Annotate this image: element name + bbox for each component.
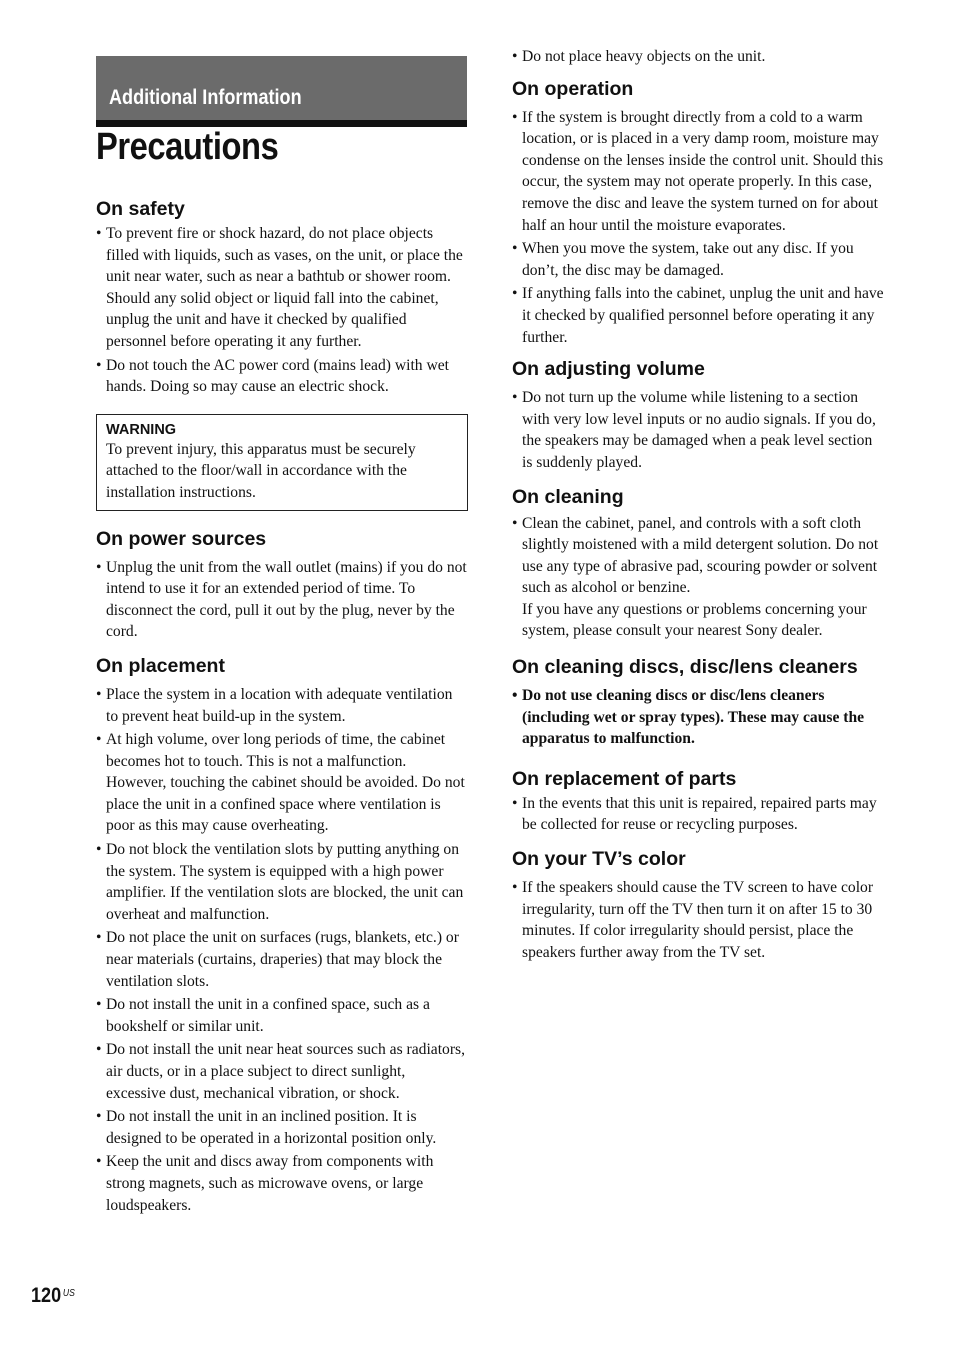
heading-on-adjusting-volume: On adjusting volume	[512, 358, 705, 381]
list-item: • To prevent fire or shock hazard, do not place objects filled with liquids, such as vases, on the unit, or place the unit near water, such as near a bathtub or shower room. Should any solid object or liquid fall into the cabinet, unplug the unit and have it checked by qualified personnel before operating it any further.	[96, 223, 468, 353]
warning-title: WARNING	[106, 421, 177, 438]
list-on-replacement-of-parts	[512, 793, 884, 836]
heading-on-operation: On operation	[512, 77, 634, 100]
list-on-cleaning	[512, 513, 884, 599]
page-number-suffix: US	[62, 1288, 75, 1299]
heading-on-replacement-of-parts: On replacement of parts	[512, 767, 737, 790]
page-number	[31, 1284, 75, 1308]
list-continued	[512, 46, 884, 68]
list-item: • Do not use cleaning discs or disc/lens cleaners (including wet or spray types). These may cause the apparatus to malfunction.	[512, 685, 884, 750]
list-on-adjusting-volume	[512, 387, 884, 473]
list-item: • At high volume, over long periods of time, the cabinet becomes hot to touch. This is not a malfunction. However, touching the cabinet should be avoided. Do not place the unit in a confined space where ventilation is poor as this may cause overheating.	[96, 729, 468, 837]
list-item: • Do not install the unit in an inclined position. It is designed to be operated in a horizontal position only.	[96, 1106, 468, 1149]
list-item: • If the speakers should cause the TV screen to have color irregularity, turn off the TV then turn it on after 15 to 30 minutes. If color irregularity should persist, place the speakers further away from the TV set.	[512, 877, 884, 963]
list-on-operation	[512, 107, 884, 349]
list-item: • If anything falls into the cabinet, unplug the unit and have it checked by qualified personnel before operating it any further.	[512, 283, 884, 348]
list-item: • Do not turn up the volume while listening to a section with very low level inputs or no audio signals. If you do, the speakers may be damaged when a peak level section is suddenly played.	[512, 387, 884, 473]
left-column	[96, 196, 468, 1216]
list-item: • Do not install the unit near heat sources such as radiators, air ducts, or in a place subject to direct sunlight, excessive dust, mechanical vibration, or shock.	[96, 1039, 468, 1104]
list-item: • Do not touch the AC power cord (mains lead) with wet hands. Doing so may cause an electric shock.	[96, 355, 468, 398]
list-item: • Place the system in a location with adequate ventilation to prevent heat build-up in the system.	[96, 684, 468, 727]
list-on-placement	[96, 684, 468, 1216]
list-on-cleaning-discs	[512, 685, 884, 750]
list-item: • When you move the system, take out any disc. If you don’t, the disc may be damaged.	[512, 238, 884, 281]
list-item: • Clean the cabinet, panel, and controls with a soft cloth slightly moistened with a mild detergent solution. Do not use any type of abrasive pad, scouring powder or solvent such as alcohol or benzine.	[512, 513, 884, 599]
list-item: • Keep the unit and discs away from components with strong magnets, such as microwave ovens, or large loudspeakers.	[96, 1151, 468, 1216]
section-label: Additional Information	[109, 86, 302, 109]
list-item: • Do not install the unit in a confined space, such as a bookshelf or similar unit.	[96, 994, 468, 1037]
list-on-power-sources	[96, 557, 468, 643]
heading-on-safety: On safety	[96, 198, 185, 220]
heading-on-cleaning-discs: On cleaning discs, disc/lens cleaners	[512, 656, 858, 679]
cleaning-note: If you have any questions or problems concerning your system, please consult your nearest Sony dealer.	[522, 600, 867, 640]
list-item: • Unplug the unit from the wall outlet (mains) if you do not intend to use it for an extended period of time. To disconnect the cord, pull it out by the plug, never by the cord.	[96, 557, 468, 643]
heading-on-cleaning: On cleaning	[512, 485, 624, 508]
section-header-band	[96, 56, 467, 120]
list-item: • In the events that this unit is repaired, repaired parts may be collected for reuse or recycling purposes.	[512, 793, 884, 836]
warning-text: To prevent injury, this apparatus must be securely attached to the floor/wall in accordance with the installation instructions.	[106, 440, 416, 501]
list-on-your-tv-color	[512, 877, 884, 963]
list-item: • Do not place the unit on surfaces (rugs, blankets, etc.) or near materials (curtains, draperies) that may block the ventilation slots.	[96, 927, 468, 992]
heading-on-power-sources: On power sources	[96, 527, 267, 550]
list-item: • If the system is brought directly from a cold to a warm location, or is placed in a very damp room, moisture may condense on the lenses inside the control unit. Should this occur, the system may not operate properly. In this case, remove the disc and leave the system turned on for about half an hour until the moisture evaporates.	[512, 107, 884, 237]
heading-on-your-tv-color: On your TV’s color	[512, 848, 686, 871]
heading-on-placement: On placement	[96, 654, 225, 677]
list-on-safety	[96, 223, 468, 398]
warning-box	[96, 414, 468, 511]
right-column	[512, 46, 884, 963]
page-title: Precautions	[96, 126, 279, 168]
page-number-value: 120	[31, 1284, 62, 1307]
list-item: • Do not block the ventilation slots by putting anything on the system. The system is equipped with a high power amplifier. If the ventilation slots are blocked, the unit can overheat and malfunction.	[96, 839, 468, 925]
list-item: • Do not place heavy objects on the unit.	[512, 46, 884, 68]
